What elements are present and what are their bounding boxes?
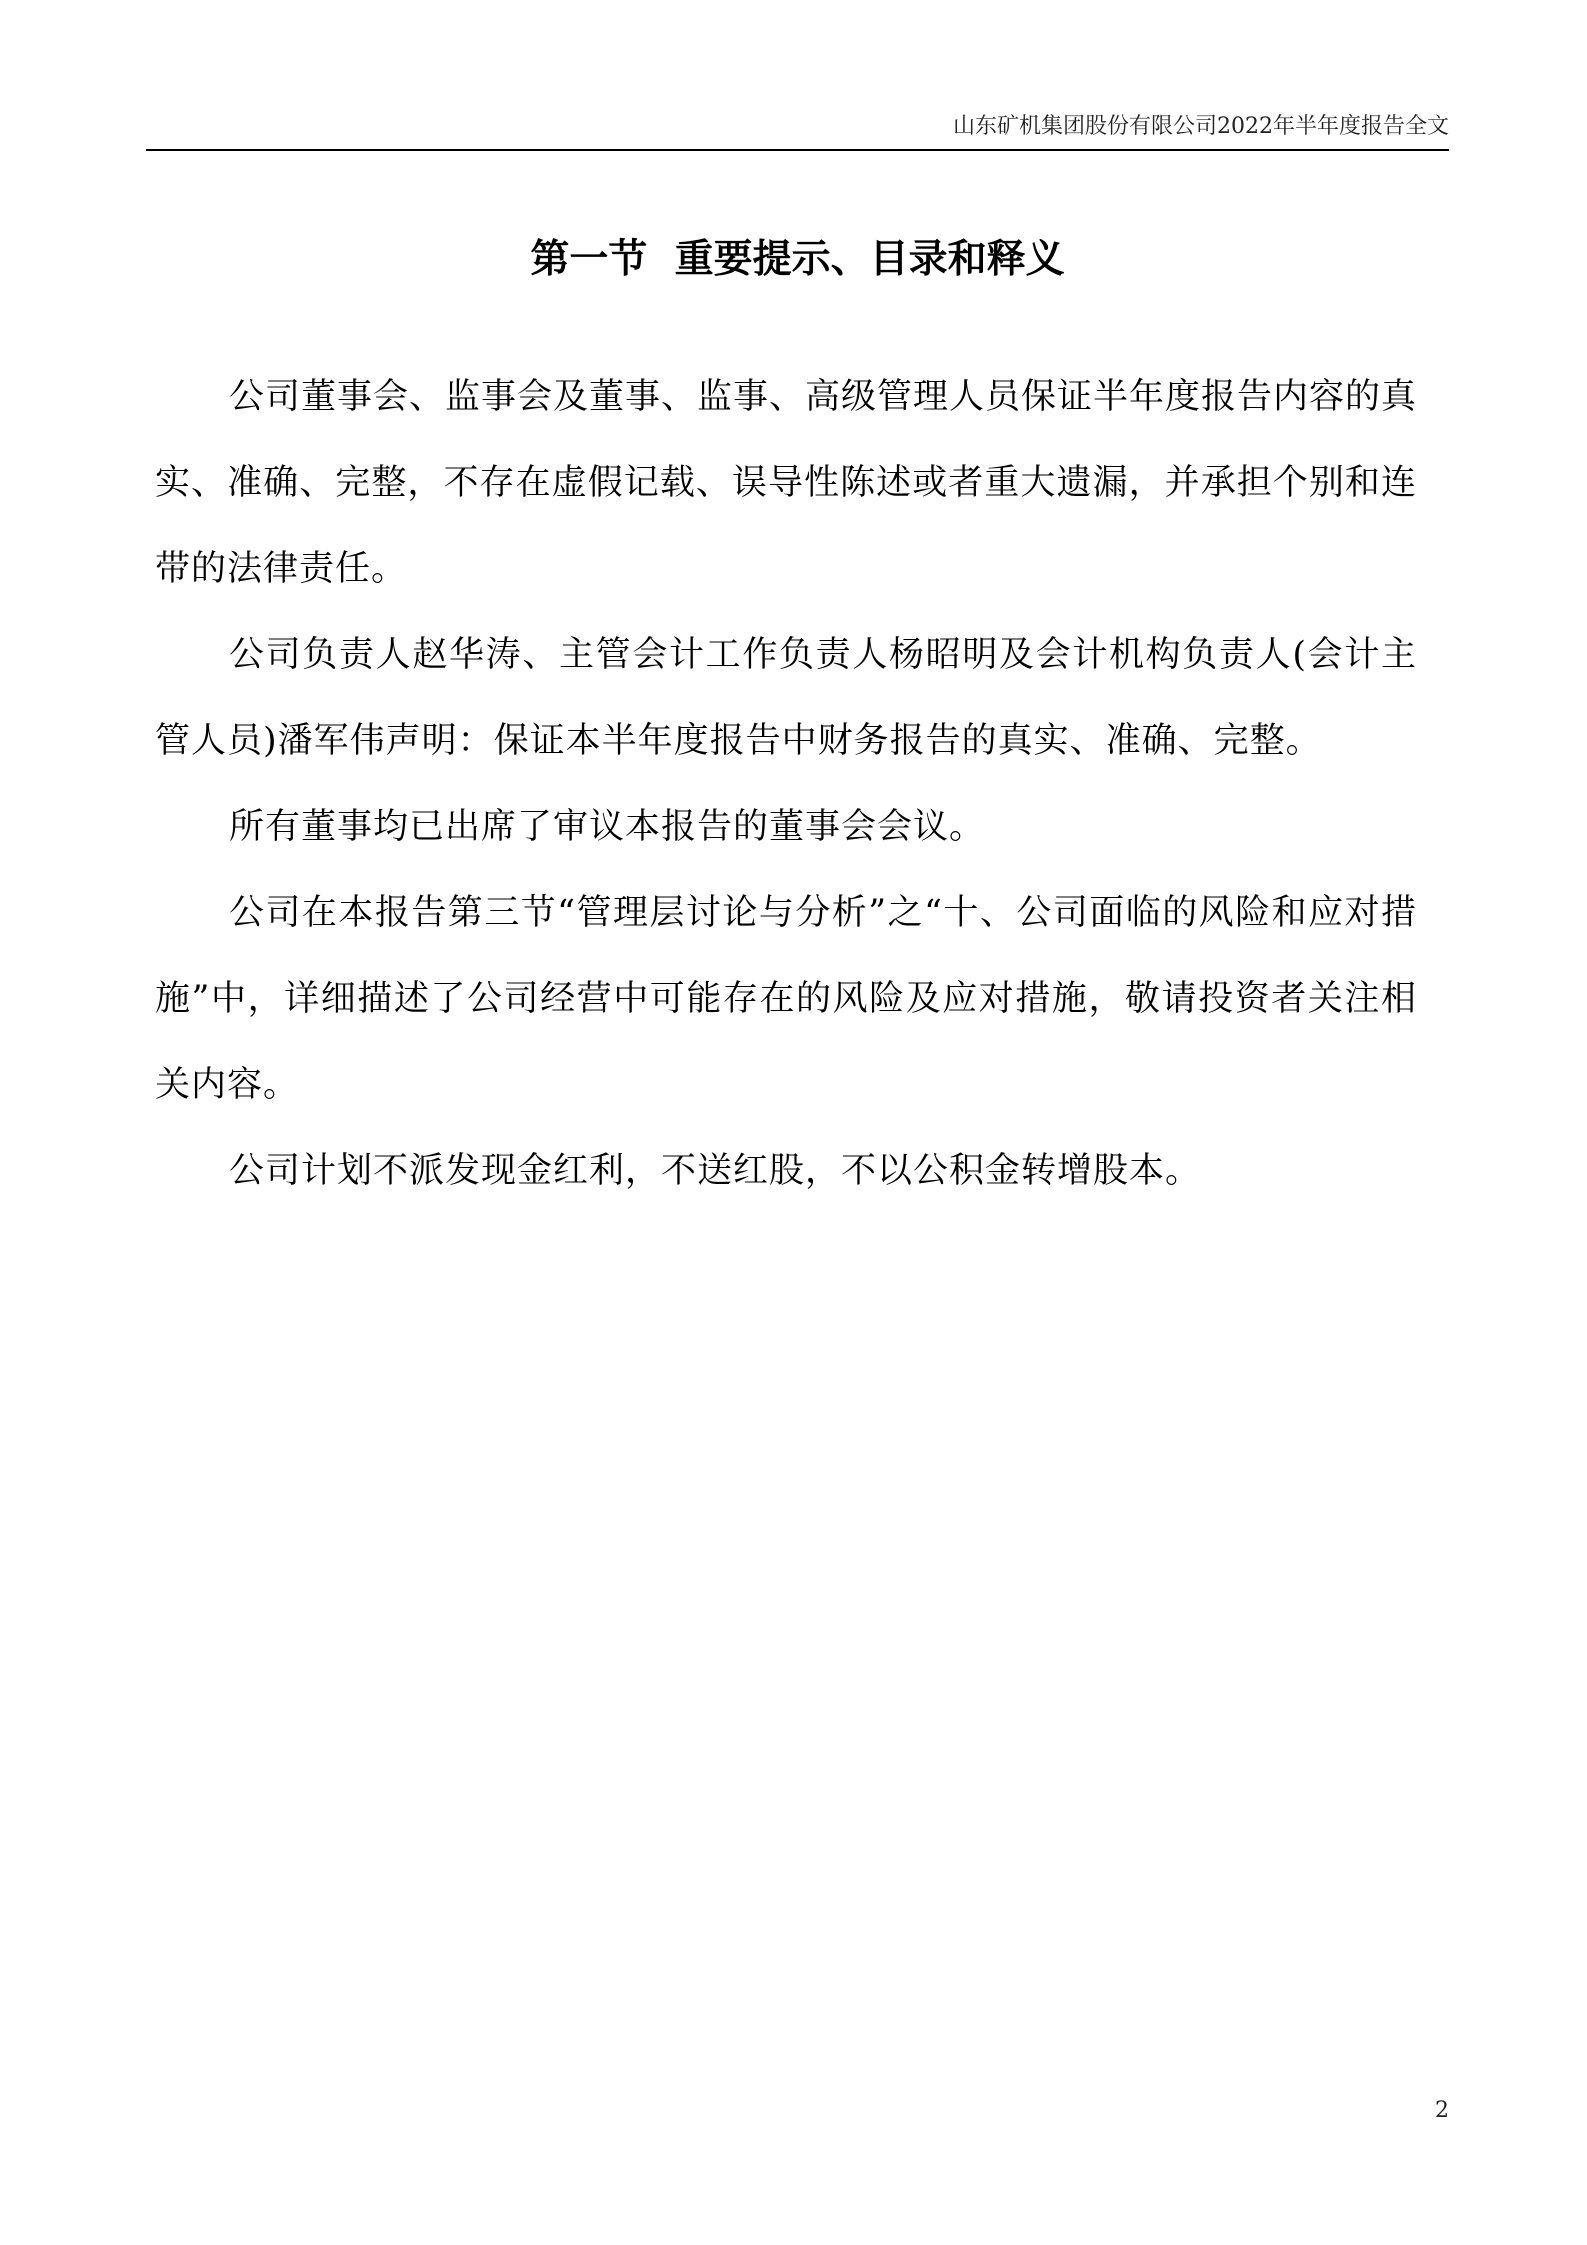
page-header [146,112,1449,148]
paragraph-responsibility-statement: 公司董事会、监事会及董事、监事、高级管理人员保证半年度报告内容的真实、准确、完整，不存在虚假记载、误导性陈述或者重大遗漏，并承担个别和连带的法律责任。 [155,377,1418,589]
paragraph-dividend-plan: 公司计划不派发现金红利，不送红股，不以公积金转增股本。 [229,1151,1202,1191]
paragraph-financial-report-statement: 公司负责人赵华涛、主管会计工作负责人杨昭明及会计机构负责人(会计主管人员)潘军伟声明：保证本半年度报告中财务报告的真实、准确、完整。 [155,635,1417,761]
section-title: 第一节 重要提示、目录和释义 [530,237,1065,282]
running-title: 山东矿机集团股份有限公司2022年半年度报告全文 [953,114,1449,139]
body-text [155,354,1417,1214]
header-rule [146,149,1449,151]
page-number: 2 [1435,2098,1449,2123]
paragraph-board-attendance: 所有董事均已出席了审议本报告的董事会会议。 [229,807,986,847]
paragraph-risk-notice: 公司在本报告第三节“管理层讨论与分析”之“十、公司面临的风险和应对措施”中，详细描述了公司经营中可能存在的风险及应对措施，敬请投资者关注相关内容。 [155,893,1417,1105]
